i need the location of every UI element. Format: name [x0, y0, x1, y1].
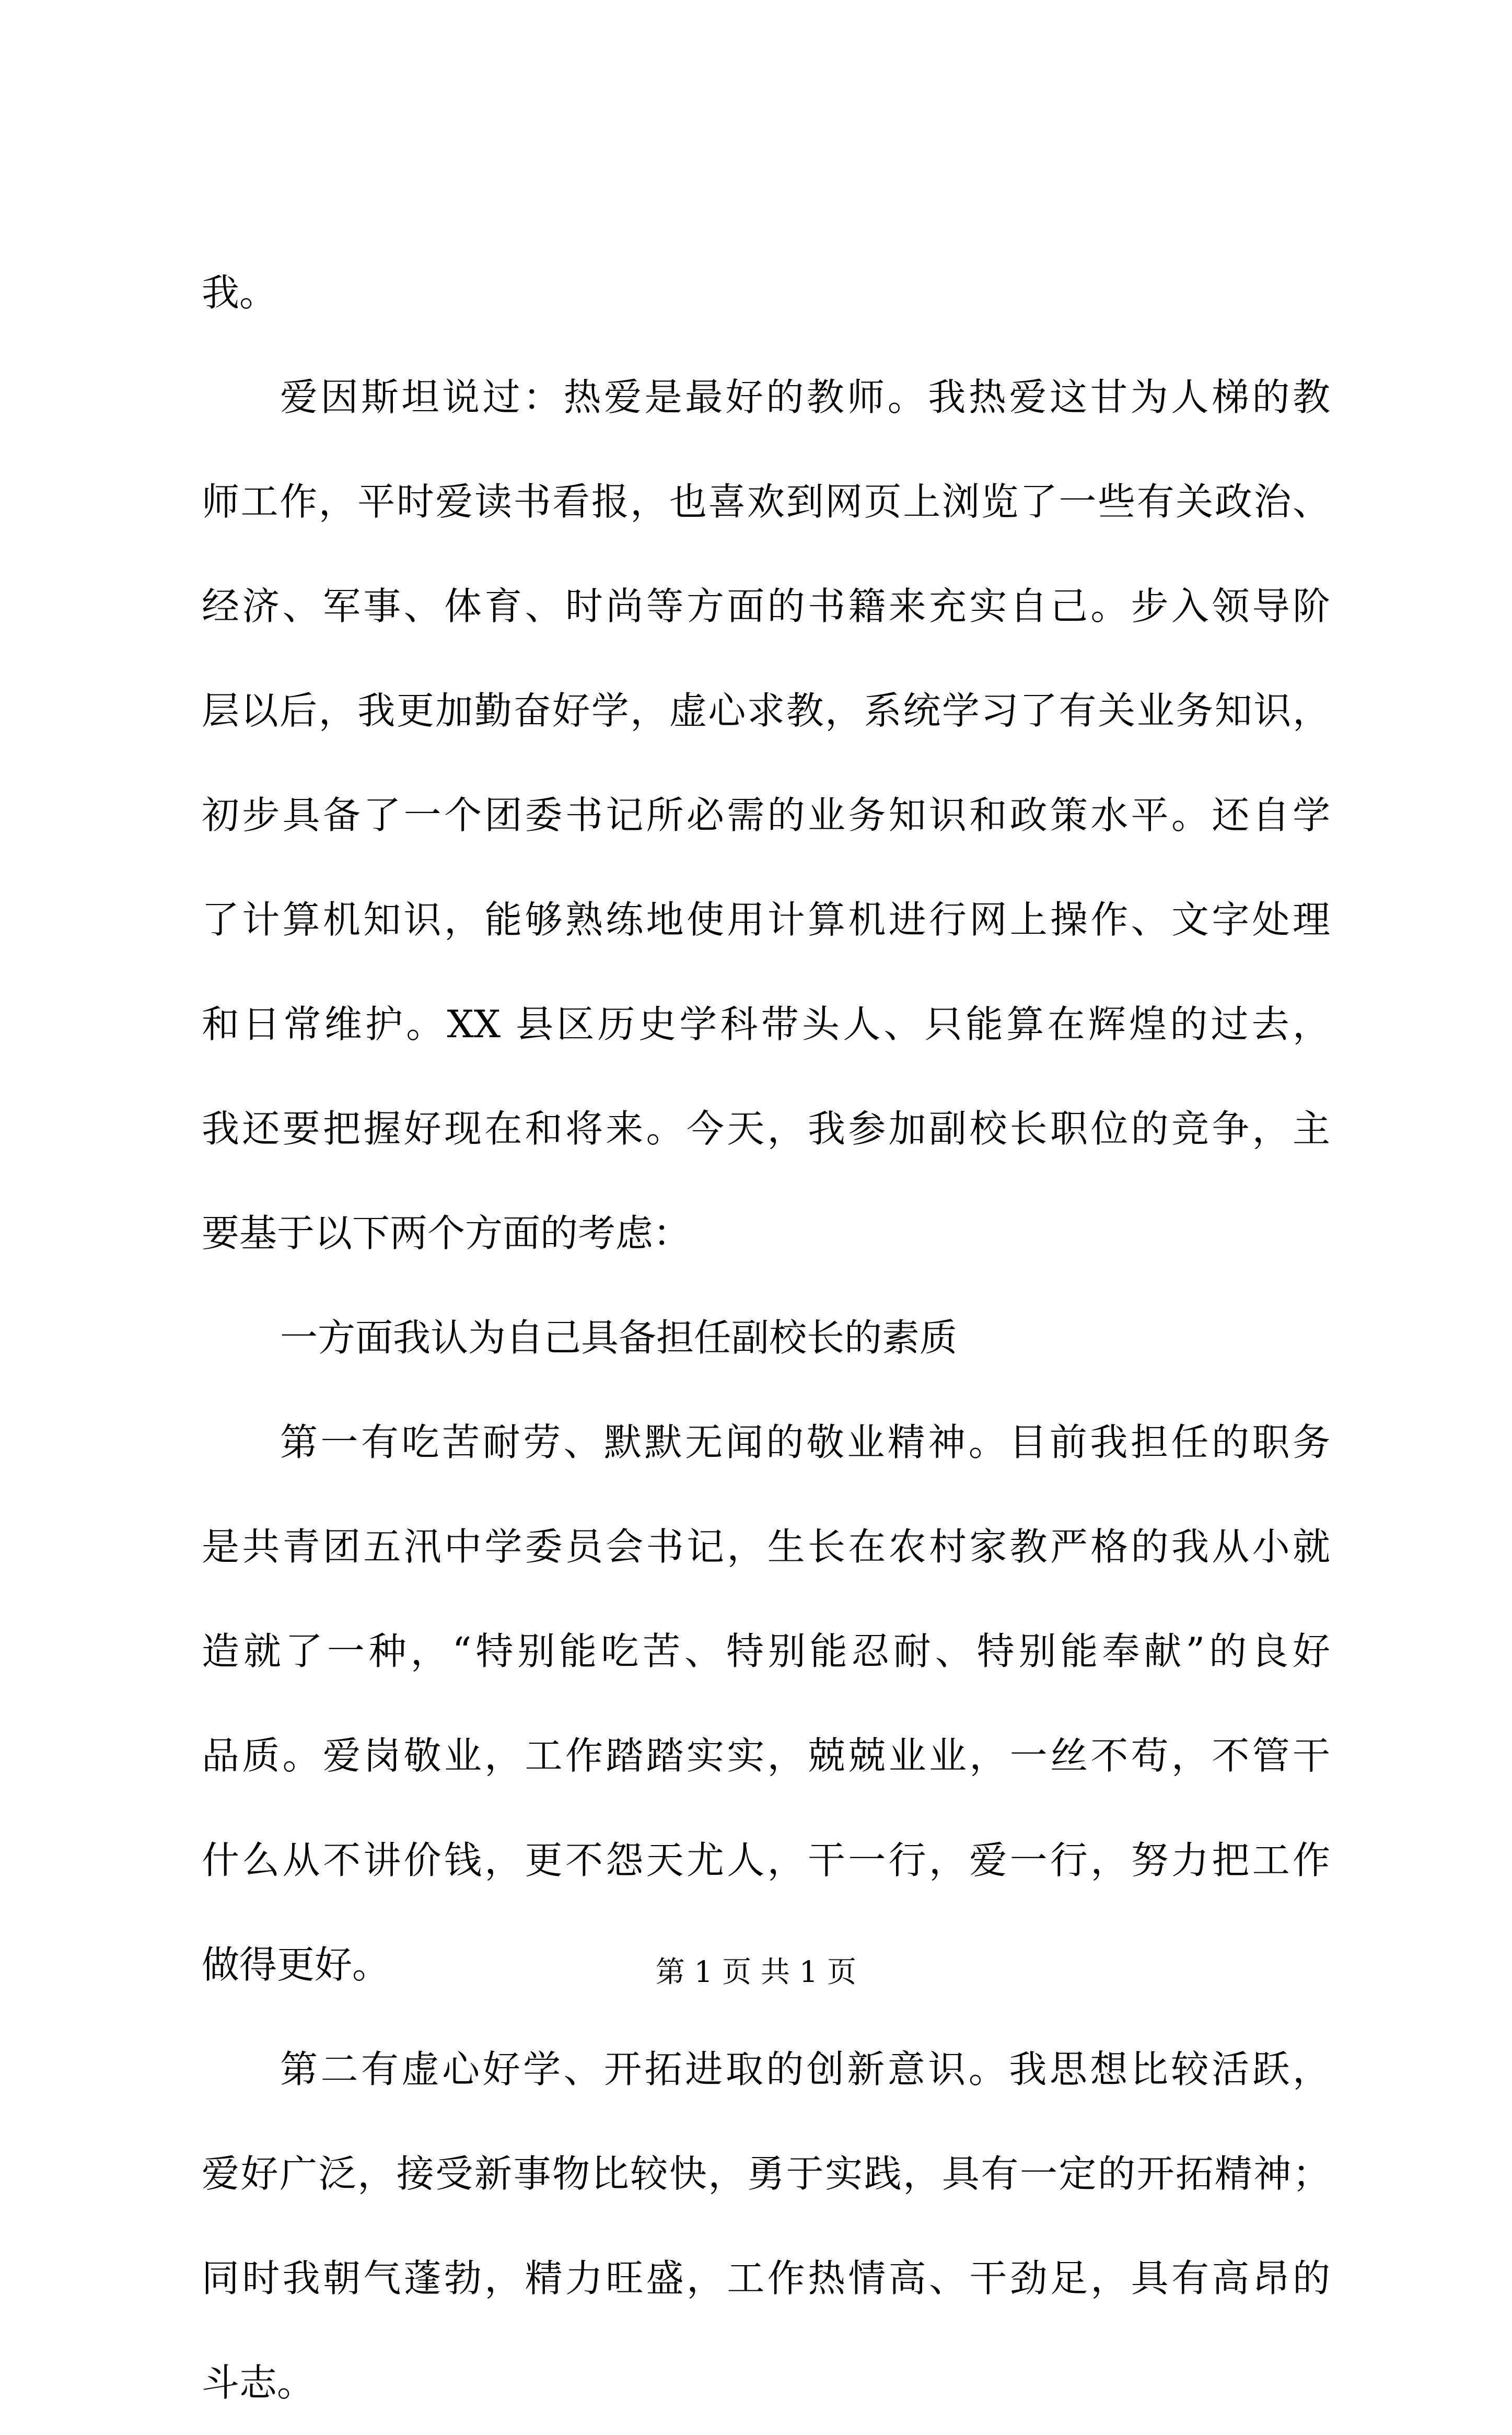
body-line-1: 我。 — [202, 271, 277, 315]
body-line-17: 做得更好。 — [202, 1943, 390, 1987]
body-line-3: 师工作，平时爱读书看报，也喜欢到网页上浏览了一些有关政治、 — [202, 480, 1330, 524]
body-line-15: 品质。爱岗敬业，工作踏踏实实，兢兢业业，一丝不苟，不管干 — [202, 1734, 1330, 1778]
body-line-4: 经济、军事、体育、时尚等方面的书籍来充实自己。步入领导阶 — [202, 584, 1330, 628]
body-line-16: 什么从不讲价钱，更不怨天尤人，干一行，爱一行，努力把工作 — [202, 1838, 1330, 1882]
body-line-14: 造就了一种，“特别能吃苦、特别能忍耐、特别能奉献”的良好 — [202, 1629, 1330, 1673]
section-heading: 一方面我认为自己具备担任副校长的素质 — [280, 1316, 958, 1360]
body-line-8: 和日常维护。XX 县区历史学科带头人、只能算在辉煌的过去， — [202, 1002, 1330, 1046]
body-line-18: 第二有虚心好学、开拓进取的创新意识。我思想比较活跃， — [280, 2047, 1330, 2091]
body-line-13: 是共青团五汛中学委员会书记，生长在农村家教严格的我从小就 — [202, 1525, 1330, 1569]
body-line-2: 爱因斯坦说过：热爱是最好的教师。我热爱这甘为人梯的教 — [280, 375, 1330, 419]
body-line-20: 同时我朝气蓬勃，精力旺盛，工作热情高、干劲足，具有高昂的 — [202, 2256, 1330, 2300]
body-line-21: 斗志。 — [202, 2361, 315, 2405]
page-number-label: 第 1 页 共 1 页 — [655, 1955, 857, 1989]
body-line-10: 要基于以下两个方面的考虑： — [202, 1211, 691, 1255]
body-line-6: 初步具备了一个团委书记所必需的业务知识和政策水平。还自学 — [202, 793, 1330, 837]
body-line-19: 爱好广泛，接受新事物比较快，勇于实践，具有一定的开拓精神； — [202, 2152, 1330, 2196]
body-line-12: 第一有吃苦耐劳、默默无闻的敬业精神。目前我担任的职务 — [280, 1420, 1330, 1464]
document-body — [202, 240, 1330, 2435]
page-footer — [0, 1952, 1512, 1993]
body-line-9: 我还要把握好现在和将来。今天，我参加副校长职位的竞争，主 — [202, 1107, 1330, 1151]
body-line-5: 层以后，我更加勤奋好学，虚心求教，系统学习了有关业务知识， — [202, 689, 1330, 733]
body-line-7: 了计算机知识，能够熟练地使用计算机进行网上操作、文字处理 — [202, 898, 1330, 942]
